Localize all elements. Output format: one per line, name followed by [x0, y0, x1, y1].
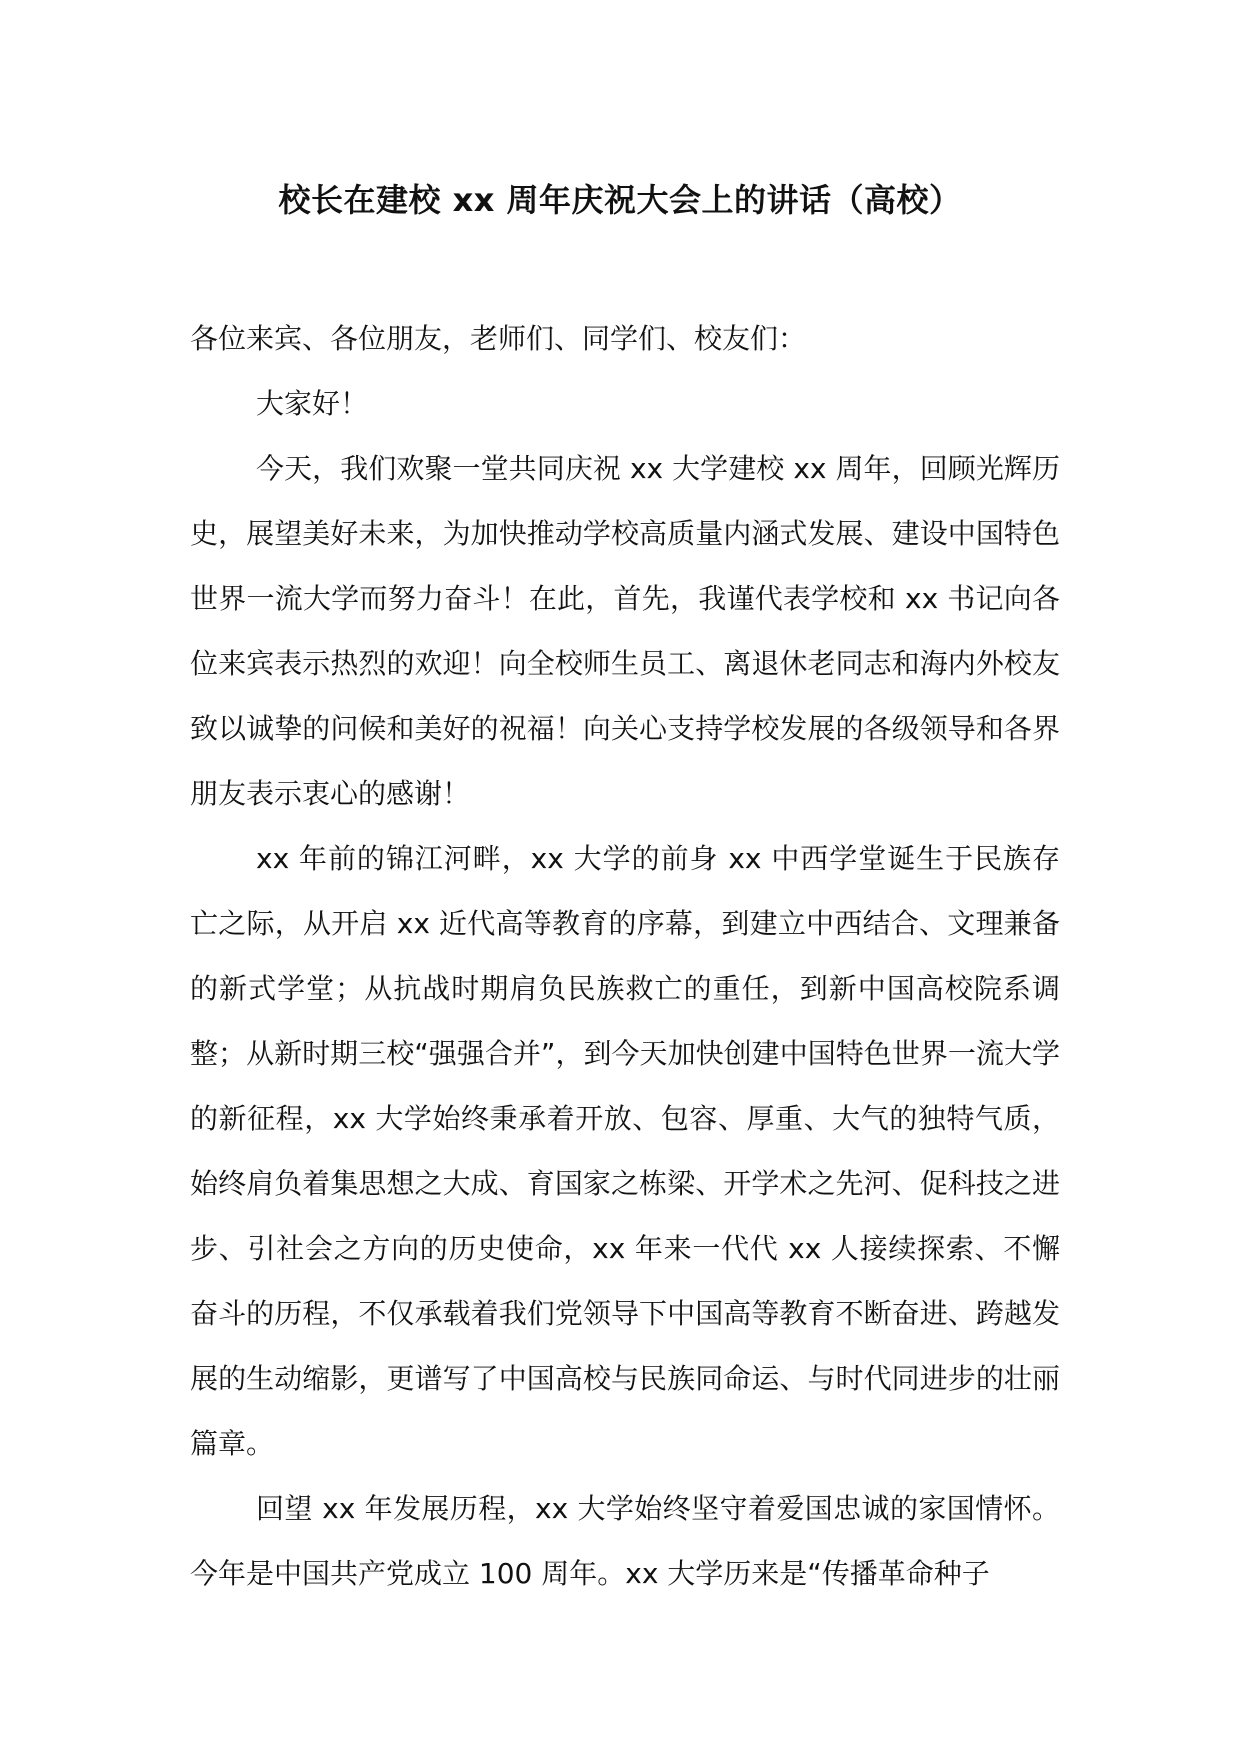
paragraph-greeting: 大家好！	[256, 387, 369, 420]
salutation: 各位来宾、各位朋友，老师们、同学们、校友们：	[190, 322, 807, 355]
document-title: 校长在建校 xx 周年庆祝大会上的讲话（高校）	[278, 181, 962, 219]
paragraph-opening: 今天，我们欢聚一堂共同庆祝 xx 大学建校 xx 周年，回顾光辉历史，展望美好未来，为加快推动学校高质量内涵式发展、建设中国特色世界一流大学而努力奋斗！在此，首先，我谨代表学校和 xx 书记向各位来宾表示热烈的欢迎！向全校师生员工、离退休老同志和海内外校友致以诚挚的问候和美好的祝福！向关心支持学校发展的各级领导和各界朋友表示衷心的感谢！	[190, 452, 1060, 810]
document-body	[190, 306, 1060, 1606]
paragraph-history: xx 年前的锦江河畔，xx 大学的前身 xx 中西学堂诞生于民族存亡之际，从开启 xx 近代高等教育的序幕，到建立中西结合、文理兼备的新式学堂；从抗战时期肩负民族救亡的重任，到新中国高校院系调整；从新时期三校“强强合并”，到今天加快创建中国特色世界一流大学的新征程，xx 大学始终秉承着开放、包容、厚重、大气的独特气质，始终肩负着集思想之大成、育国家之栋梁、开学术之先河、促科技之进步、引社会之方向的历史使命，xx 年来一代代 xx 人接续探索、不懈奋斗的历程，不仅承载着我们党领导下中国高等教育不断奋进、跨越发展的生动缩影，更谱写了中国高校与民族同命运、与时代同进步的壮丽篇章。	[190, 842, 1060, 1460]
paragraph-patriotism: 回望 xx 年发展历程，xx 大学始终坚守着爱国忠诚的家国情怀。今年是中国共产党成立 100 周年。xx 大学历来是“传播革命种子	[190, 1492, 1060, 1590]
